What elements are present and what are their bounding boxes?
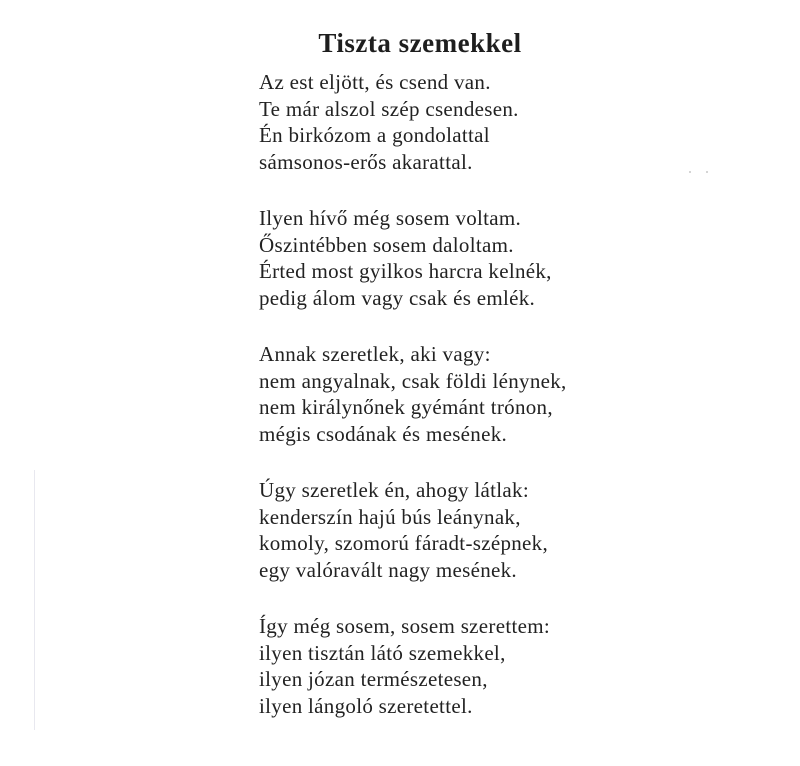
poem-line: Annak szeretlek, aki vagy: <box>259 342 491 366</box>
poem-line: ilyen tisztán látó szemekkel, <box>259 640 506 665</box>
scan-speck <box>689 171 691 173</box>
scan-speck <box>706 171 708 173</box>
poem-body <box>259 69 567 719</box>
poem-line: mégis csodának és mesének. <box>259 421 508 446</box>
poem-line: sámsonos-erős akarattal. <box>259 149 473 174</box>
scan-edge-line <box>34 470 35 730</box>
poem-line: Őszintébben sosem daloltam. <box>259 232 514 257</box>
poem-line: Így még sosem, sosem szerettem: <box>259 614 550 638</box>
poem-title: Tiszta szemekkel <box>318 28 522 59</box>
poem-line: ilyen józan természetesen, <box>259 667 488 691</box>
poem-line: Az est eljött, és csend van. <box>259 70 491 94</box>
poem-line: pedig álom vagy csak és emlék. <box>259 285 536 310</box>
poem-line: egy valóravált nagy mesének. <box>259 557 517 582</box>
stanza-4 <box>259 477 567 583</box>
stanza-3 <box>259 341 567 447</box>
poem-line: nem királynőnek gyémánt trónon, <box>259 395 553 419</box>
stanza-2 <box>259 205 567 311</box>
poem-line: komoly, szomorú fáradt-szépnek, <box>259 531 549 555</box>
poem-line: Érted most gyilkos harcra kelnék, <box>259 259 552 283</box>
poem-line: ilyen lángoló szeretettel. <box>259 693 473 718</box>
poem-line: Te már alszol szép csendesen. <box>259 96 519 121</box>
poem-line: Úgy szeretlek én, ahogy látlak: <box>259 478 529 502</box>
poem-line: Ilyen hívő még sosem voltam. <box>259 206 522 230</box>
poem-line: Én birkózom a gondolattal <box>259 123 490 147</box>
stanza-5 <box>259 613 567 719</box>
stanza-1 <box>259 69 567 175</box>
poem-line: nem angyalnak, csak földi lénynek, <box>259 368 567 393</box>
poem-line: kenderszín hajú bús leánynak, <box>259 504 521 529</box>
